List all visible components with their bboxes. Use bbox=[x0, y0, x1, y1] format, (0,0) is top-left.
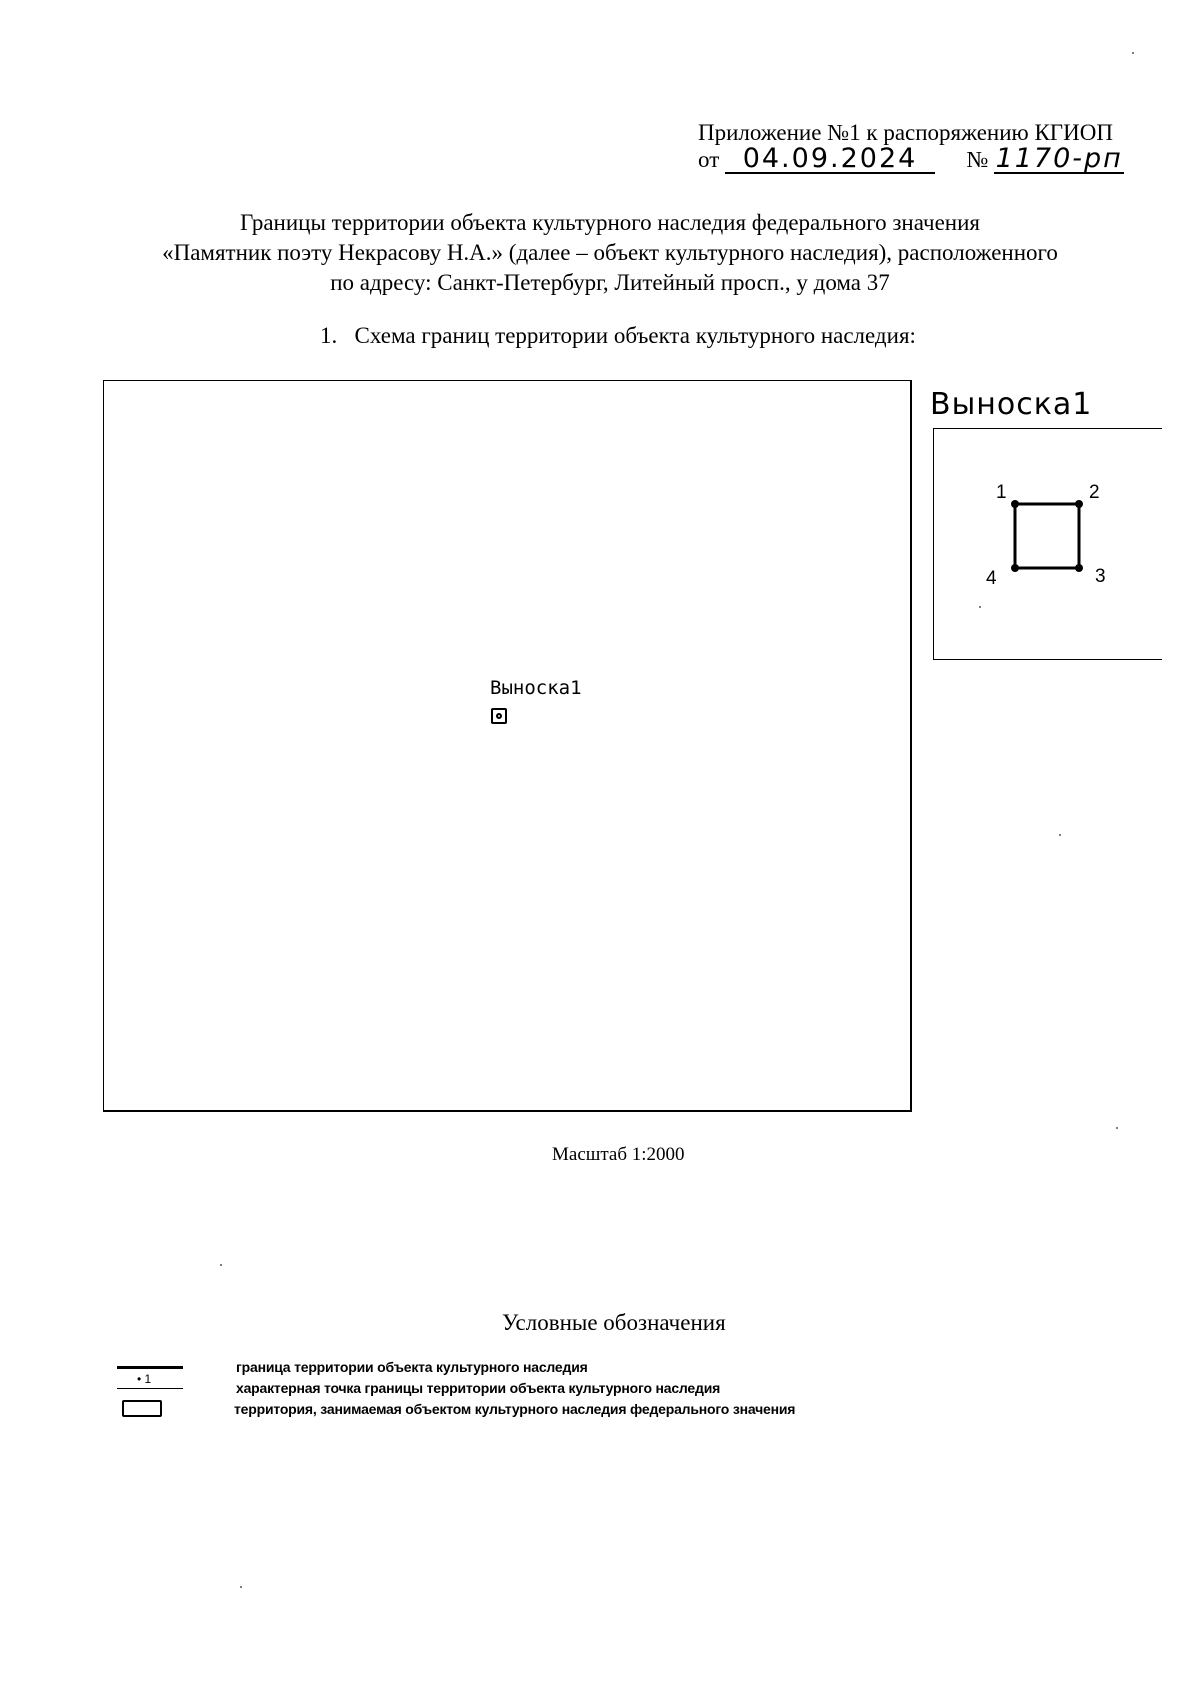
point-label-4: 4 bbox=[986, 568, 997, 589]
section-number: 1. bbox=[320, 323, 338, 348]
inset-boundary-diagram bbox=[933, 428, 1173, 658]
scan-speck bbox=[979, 606, 981, 608]
scheme-map-frame bbox=[103, 380, 912, 1112]
scan-speck bbox=[1132, 52, 1134, 54]
territory-boundary-square bbox=[1015, 504, 1079, 568]
boundary-line-symbol bbox=[117, 1366, 183, 1369]
title-line-2: «Памятник поэту Некрасову Н.А.» (далее – объект культурного наследия), расположенного bbox=[162, 240, 1058, 265]
map-callout-label: Выноска1 bbox=[490, 677, 582, 699]
legend-item-territory: территория, занимаемая объектом культурного наследия федерального значения bbox=[234, 1401, 796, 1417]
scan-speck bbox=[240, 1586, 242, 1588]
appendix-label: Приложение №1 к распоряжению КГИОП bbox=[698, 120, 1113, 145]
legend-item-point: характерная точка границы территории объекта культурного наследия bbox=[236, 1380, 721, 1396]
document-title bbox=[110, 208, 1110, 298]
order-date-field: 04.09.2024 bbox=[725, 146, 935, 174]
boundary-point-4 bbox=[1011, 564, 1019, 572]
boundary-point-symbol: • 1 bbox=[137, 1372, 152, 1386]
scan-speck bbox=[1059, 834, 1061, 836]
scan-speck bbox=[1116, 1127, 1118, 1129]
section-heading-text: Схема границ территории объекта культурного наследия: bbox=[354, 323, 916, 348]
point-label-3: 3 bbox=[1095, 566, 1106, 587]
title-line-1: Границы территории объекта культурного наследия федерального значения bbox=[240, 210, 980, 235]
point-label-1: 1 bbox=[996, 482, 1007, 503]
title-line-3: по адресу: Санкт-Петербург, Литейный просп., у дома 37 bbox=[330, 270, 890, 295]
order-number-field: 1170-рп bbox=[995, 143, 1123, 174]
boundary-point-symbol-rule bbox=[117, 1388, 183, 1389]
boundary-point-1 bbox=[1011, 500, 1019, 508]
scale-label: Масштаб 1:2000 bbox=[552, 1144, 685, 1165]
boundary-point-2 bbox=[1075, 500, 1083, 508]
point-symbol-label: 1 bbox=[144, 1372, 152, 1386]
legend-title: Условные обозначения bbox=[502, 1310, 726, 1335]
scan-speck bbox=[220, 1264, 222, 1266]
legend-item-boundary: граница территории объекта культурного наследия bbox=[236, 1359, 588, 1375]
territory-area-symbol bbox=[122, 1400, 162, 1417]
order-reference bbox=[698, 143, 1124, 174]
date-prefix: от bbox=[698, 147, 720, 172]
point-label-2: 2 bbox=[1089, 482, 1100, 503]
monument-marker bbox=[491, 708, 507, 724]
section-heading bbox=[320, 323, 916, 349]
inset-title: Выноска1 bbox=[930, 387, 1093, 422]
boundary-point-3 bbox=[1075, 564, 1083, 572]
number-prefix: № bbox=[966, 147, 989, 172]
